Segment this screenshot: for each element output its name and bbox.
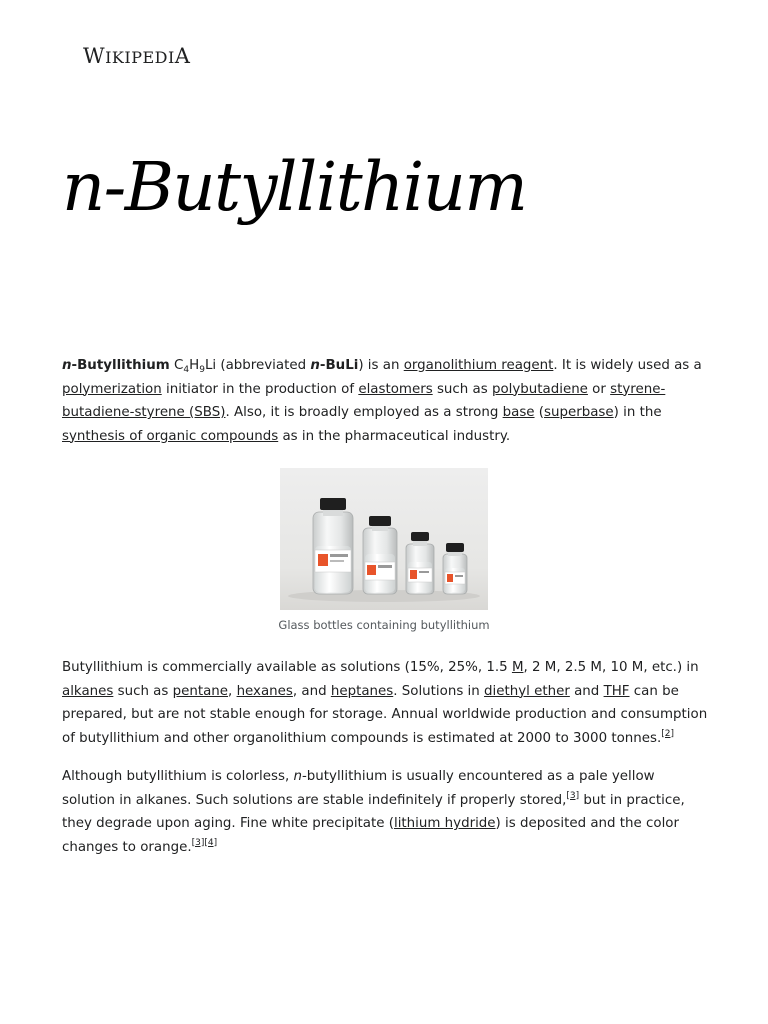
chemical-formula: $C_4H_9Li$ <box>174 358 217 375</box>
reference-2[interactable]: [2] <box>661 728 674 739</box>
abbreviation: n-BuLi <box>310 358 359 373</box>
bottle-smallest <box>443 543 467 594</box>
link-alkanes[interactable]: alkanes <box>62 683 114 699</box>
link-sbs[interactable]: styrene-butadiene-styrene (SBS) <box>62 381 666 420</box>
page-title: n-Butyllithium <box>62 148 527 226</box>
intro-paragraph: n-Butyllithium $C_4H_9Li$ (abbreviated n-BuLi) is an organolithium reagent. It is widely used as a polymerization initiator in the production of elastomers such as polybutadiene or styrene-butadiene-styrene (SBS). Also, it is broadly employed as a strong base (superbase) in the synthesis of organic compounds as in the pharmaceutical industry. <box>62 358 702 444</box>
link-polymerization[interactable]: polymerization <box>62 381 162 397</box>
wordmark-middle-letters: IKIPEDI <box>105 48 175 67</box>
link-organolithium-reagent[interactable]: organolithium reagent <box>403 358 554 373</box>
bottle-small <box>406 532 434 594</box>
commercial-availability-paragraph: Butyllithium is commercially available as solutions (15%, 25%, 1.5 M, 2 M, 2.5 M, 10 M, etc.) in alkanes such as pentane, hexanes, and heptanes. Solutions in diethyl ether and THF can be prepared, but are not stable enough for storage. Annual worldwide production and consumption of butyllithium and other organolithium compounds is estimated at 2000 to 3000 tonnes.[2] <box>62 660 708 746</box>
appearance-paragraph: Although butyllithium is colorless, n-butyllithium is usually encountered as a pale yellow solution in alkanes. Such solutions are stable indefinitely if properly stored,[3] but in practice, they degrade upon aging. Fine white precipitate (lithium hydride) is deposited and the color changes to orange.[3][4] <box>62 769 685 855</box>
bottle-large <box>313 498 353 594</box>
link-organic-synthesis[interactable]: synthesis of organic compounds <box>62 428 279 444</box>
link-lithium-hydride[interactable]: lithium hydride <box>393 816 496 831</box>
reference-3[interactable]: [3] <box>566 790 580 801</box>
wordmark-last-letter: A <box>174 44 191 68</box>
bottle-medium <box>363 516 397 594</box>
link-molar[interactable]: M <box>511 660 524 675</box>
reference-4[interactable]: [4] <box>204 837 218 848</box>
reference-3b[interactable]: [3] <box>191 837 205 848</box>
link-elastomers[interactable]: elastomers <box>358 381 433 397</box>
link-thf[interactable]: THF <box>603 683 630 699</box>
link-heptanes[interactable]: heptanes <box>330 683 394 699</box>
link-polybutadiene[interactable]: polybutadiene <box>491 381 588 397</box>
wikipedia-wordmark[interactable] <box>83 44 190 68</box>
bottles-photo <box>280 468 488 610</box>
figure-caption: Glass bottles containing butyllithium <box>278 618 490 632</box>
link-superbase[interactable]: superbase <box>544 405 614 420</box>
bottles-image[interactable] <box>280 468 488 610</box>
link-pentane[interactable]: pentane <box>172 683 229 699</box>
link-hexanes[interactable]: hexanes <box>236 683 293 699</box>
subject-name: n-Butyllithium <box>62 358 170 373</box>
link-base[interactable]: base <box>502 405 535 420</box>
wordmark-first-letter: W <box>83 44 106 68</box>
link-diethyl-ether[interactable]: diethyl ether <box>484 683 570 699</box>
